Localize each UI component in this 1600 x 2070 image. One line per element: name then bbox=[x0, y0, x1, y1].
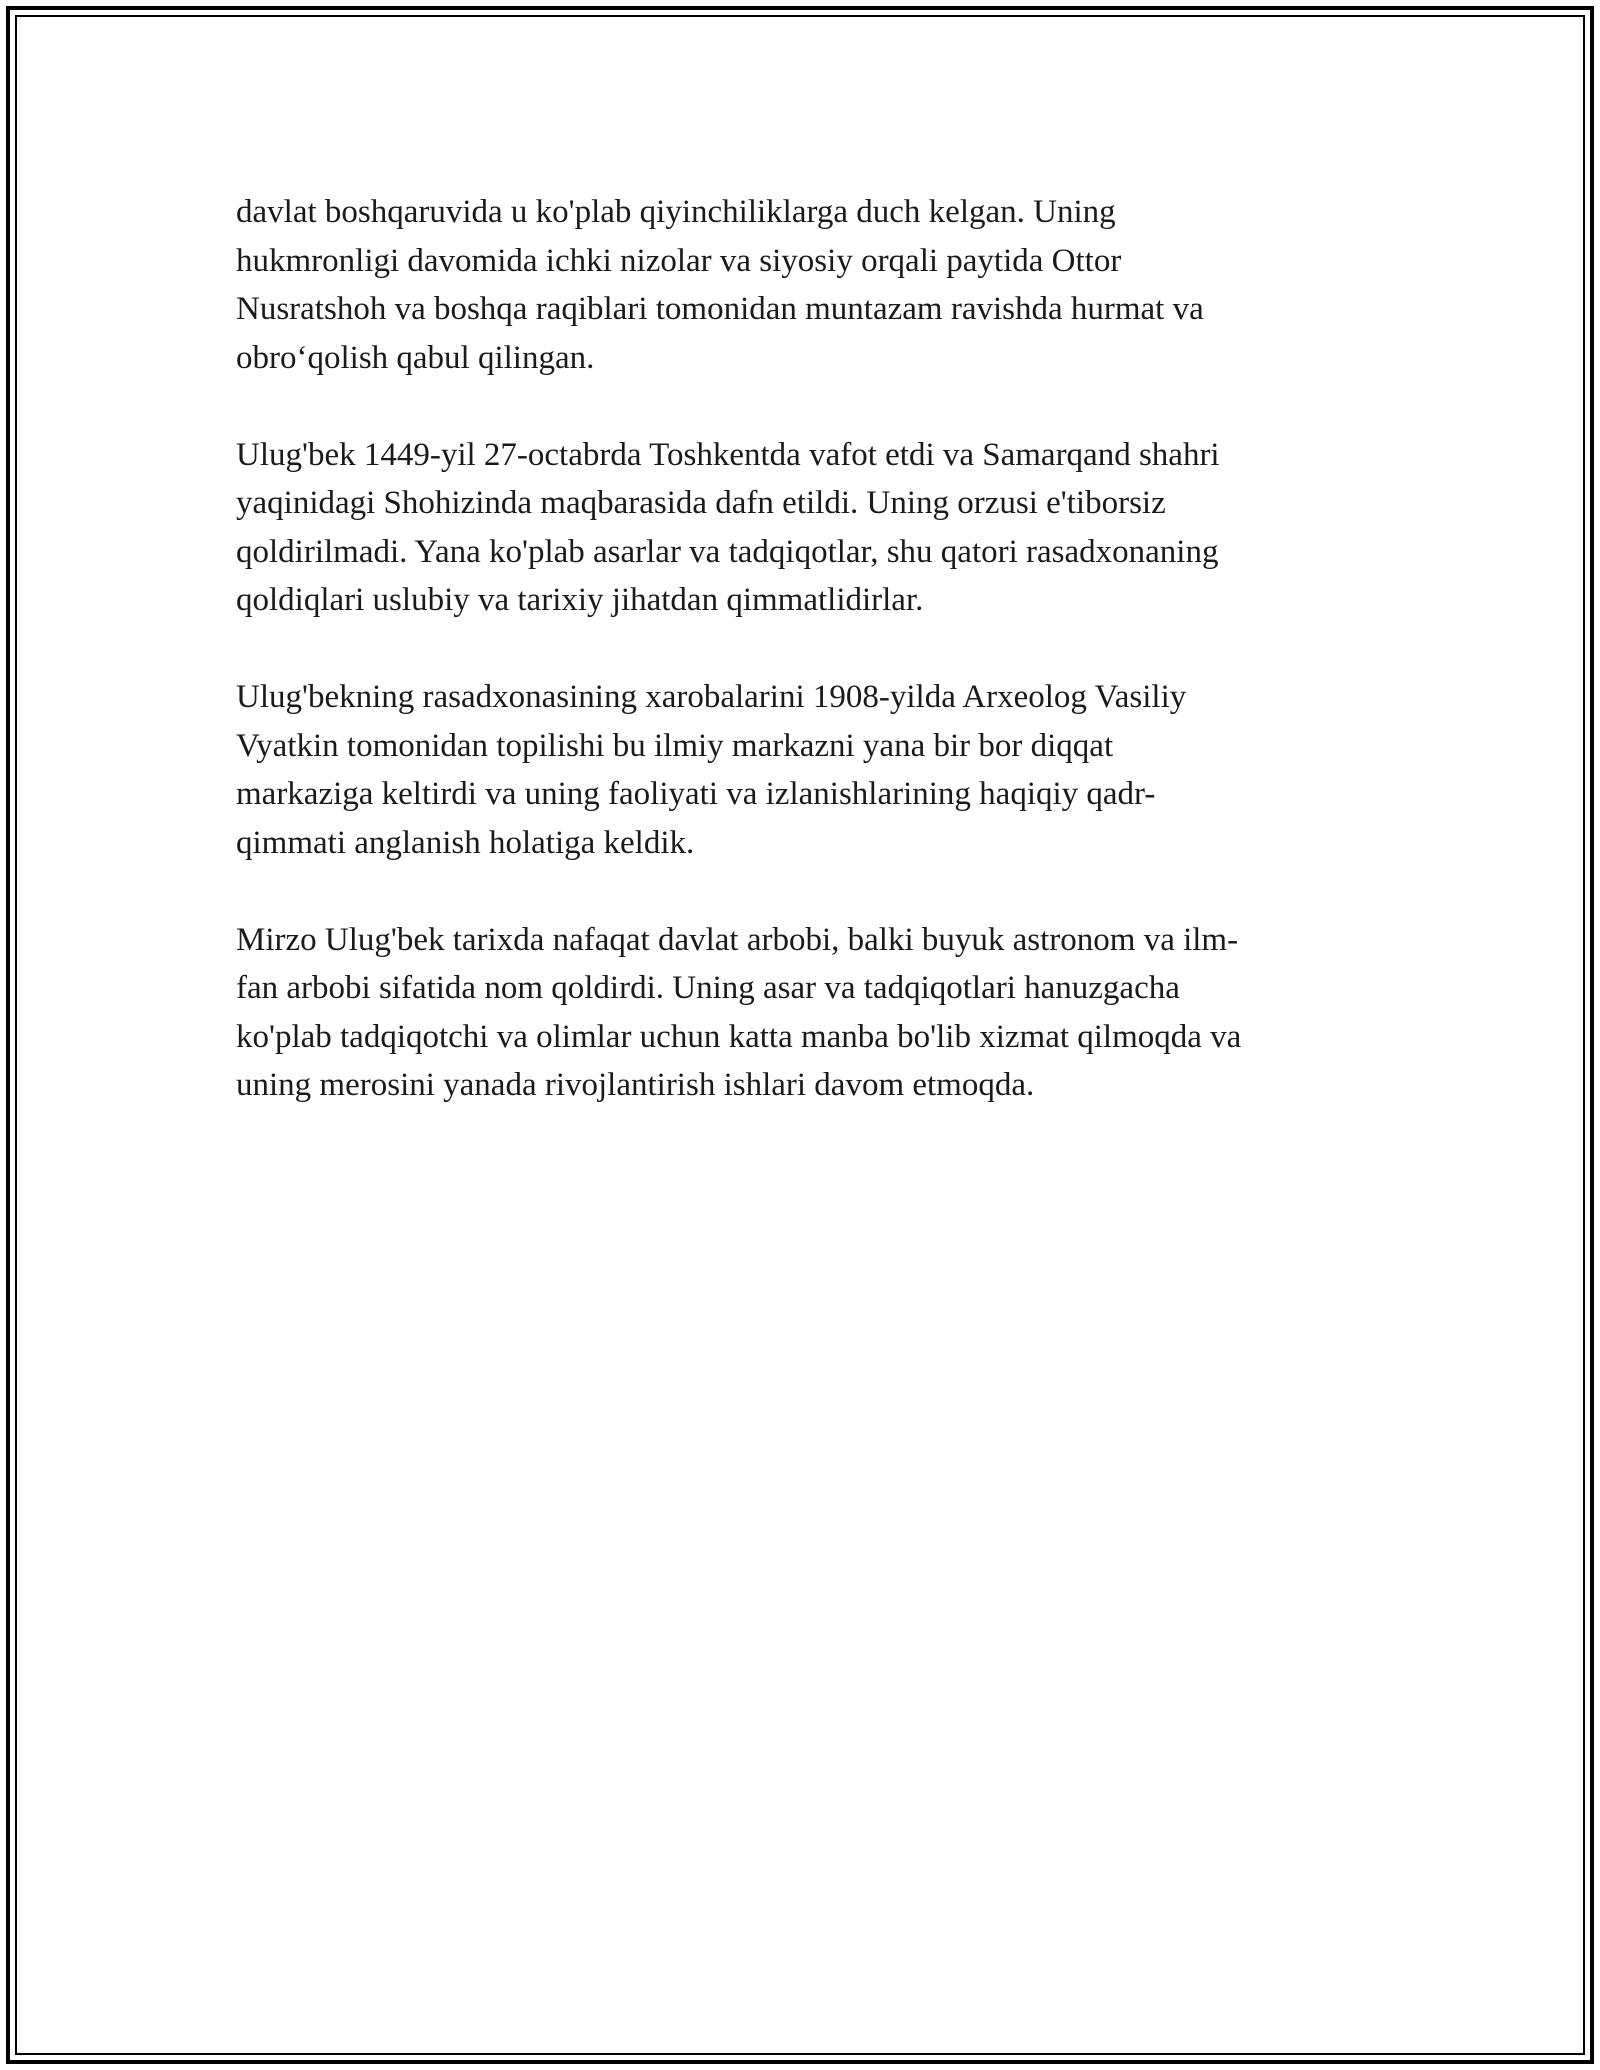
document-body bbox=[236, 188, 1366, 1158]
text-line: Ulug'bek 1449-yil 27-octabrda Toshkentda vafot etdi va Samarqand shahri bbox=[236, 436, 1220, 473]
text-line: qoldiqlari uslubiy va tarixiy jihatdan qimmatlidirlar. bbox=[236, 582, 924, 618]
text-line: Vyatkin tomonidan topilishi bu ilmiy markazni yana bir bor diqqat bbox=[236, 727, 1114, 764]
text-line: fan arbobi sifatida nom qoldirdi. Uning asar va tadqiqotlari hanuzgacha bbox=[236, 970, 1180, 1006]
text-line: ko'plab tadqiqotchi va olimlar uchun katta manba bo'lib xizmat qilmoqda va bbox=[236, 1018, 1242, 1055]
text-line: Ulug'bekning rasadxonasining xarobalarini 1908-yilda Arxeolog Vasiliy bbox=[236, 679, 1187, 715]
paragraph-2 bbox=[236, 431, 1366, 625]
text-line: markaziga keltirdi va uning faoliyati va izlanishlarining haqiqiy qadr- bbox=[236, 776, 1156, 812]
text-line: qimmati anglanish holatiga keldik. bbox=[236, 824, 695, 861]
text-line: hukmronligi davomida ichki nizolar va siyosiy orqali paytida Ottor bbox=[236, 242, 1122, 279]
paragraph-3 bbox=[236, 673, 1366, 867]
paragraph-1 bbox=[236, 188, 1366, 382]
text-line: obro‘qolish qabul qilingan. bbox=[236, 339, 595, 376]
text-line: Mirzo Ulug'bek tarixda nafaqat davlat arbobi, balki buyuk astronom va ilm- bbox=[236, 921, 1239, 958]
text-line: Nusratshoh va boshqa raqiblari tomonidan muntazam ravishda hurmat va bbox=[236, 291, 1204, 327]
text-line: yaqinidagi Shohizinda maqbarasida dafn etildi. Uning orzusi e'tiborsiz bbox=[236, 485, 1166, 521]
text-line: uning merosini yanada rivojlantirish ishlari davom etmoqda. bbox=[236, 1067, 1035, 1103]
paragraph-4 bbox=[236, 916, 1366, 1110]
text-line: qoldirilmadi. Yana ko'plab asarlar va tadqiqotlar, shu qatori rasadxonaning bbox=[236, 533, 1219, 570]
text-line: davlat boshqaruvida u ko'plab qiyinchiliklarga duch kelgan. Uning bbox=[236, 194, 1116, 230]
